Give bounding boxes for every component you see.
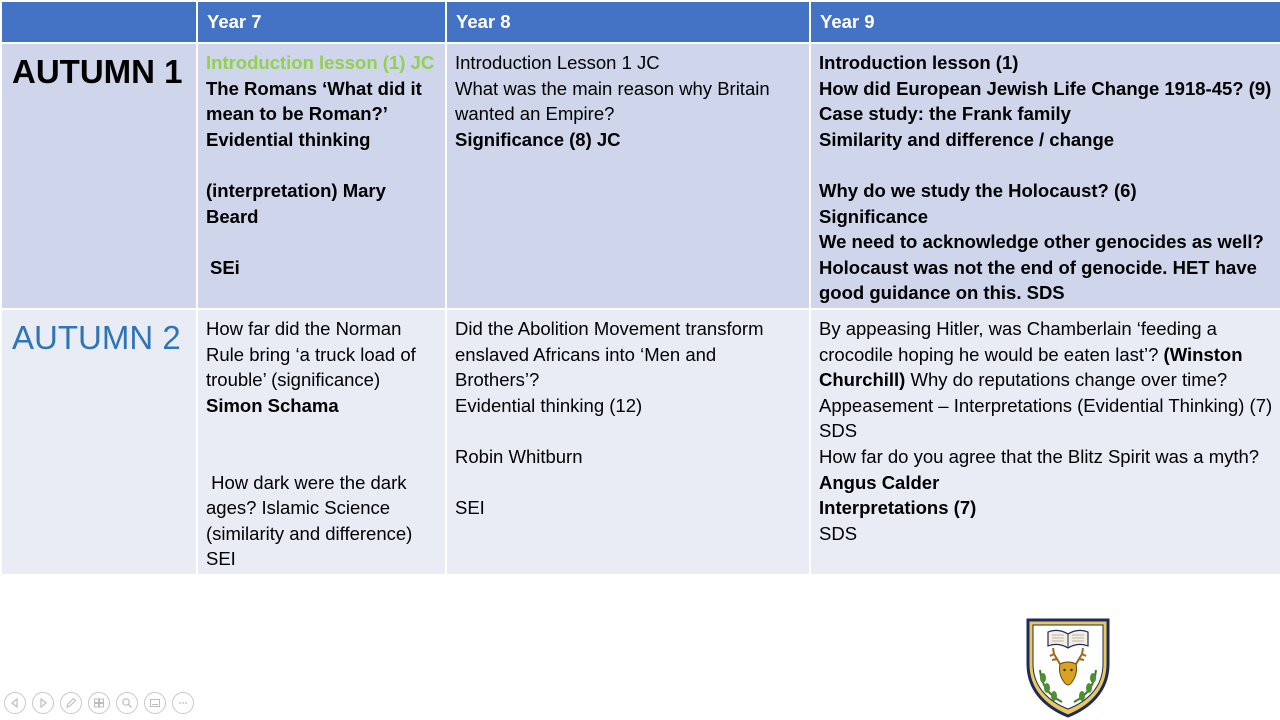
lesson-text: Appeasement – Interpretations (Evidential Thinking) (7) <box>819 394 1273 416</box>
cell-autumn1-year9 <box>810 43 1280 309</box>
lesson-text <box>819 444 1274 495</box>
table-row-autumn1 <box>1 43 1280 309</box>
more-icon[interactable] <box>172 692 194 714</box>
lesson-text: Introduction lesson (1) <box>819 52 1019 73</box>
lesson-source: Angus Calder <box>819 471 940 493</box>
lesson-text: (interpretation) Mary Beard <box>206 179 386 227</box>
next-icon[interactable] <box>32 692 54 714</box>
teacher-initials: SDS <box>819 420 858 442</box>
cell-autumn2-year9 <box>810 309 1280 575</box>
lesson-text: Why do we study the Holocaust? (6) <box>819 179 1137 201</box>
lesson-text: Similarity and difference / change <box>819 128 1115 150</box>
cell-autumn2-year8 <box>446 309 810 575</box>
teacher-initials: SEi <box>210 256 240 278</box>
lesson-text: How far did the Norman Rule bring ‘a truck load of trouble’ (significance) <box>206 318 416 391</box>
header-year7: Year 7 <box>197 1 446 43</box>
lesson-text: Significance (8) JC <box>455 128 621 150</box>
lesson-text: What was the main reason why Britain wanted an Empire? <box>455 77 770 125</box>
lesson-question: How far do you agree that the Blitz Spirit was a myth? <box>819 445 1260 467</box>
cell-autumn1-year8 <box>446 43 810 309</box>
intro-lesson: Introduction lesson (1) JC <box>206 52 435 73</box>
lesson-text: How did European Jewish Life Change 1918-45? (9) <box>819 77 1272 99</box>
lesson-text: Introduction Lesson 1 JC <box>455 52 660 73</box>
school-crest-icon <box>1026 618 1110 718</box>
lesson-text: Significance <box>819 205 928 227</box>
table-row-autumn2 <box>1 309 1280 575</box>
subtitles-icon[interactable] <box>144 692 166 714</box>
term-cell-autumn1 <box>1 43 197 309</box>
lesson-text: Interpretations (7) <box>819 497 977 519</box>
lesson-text: Robin Whitburn <box>455 445 583 467</box>
slides-icon[interactable] <box>88 692 110 714</box>
lesson-text <box>819 316 1274 393</box>
lesson-text: Holocaust was not the end of genocide. HET have good guidance on this. SDS <box>819 256 1257 304</box>
lesson-text: Evidential thinking (12) <box>455 394 643 416</box>
header-corner <box>1 1 197 43</box>
lesson-text: Simon Schama <box>206 394 339 416</box>
previous-icon[interactable] <box>4 692 26 714</box>
teacher-initials: SEI <box>206 548 236 570</box>
lesson-text: Did the Abolition Movement transform enslaved Africans into ‘Men and Brothers’? <box>455 318 764 391</box>
lesson-question: By appeasing Hitler, was Chamberlain ‘feeding a crocodile hoping he would be eaten last’? <box>819 318 1217 365</box>
lesson-text: The Romans ‘What did it mean to be Roman?’ <box>206 77 422 125</box>
zoom-icon[interactable] <box>116 692 138 714</box>
lesson-text: We need to acknowledge other genocides as well? <box>819 231 1264 253</box>
teacher-initials: SEI <box>455 497 485 519</box>
lesson-text: Case study: the Frank family <box>819 103 1071 125</box>
header-row <box>1 1 1280 43</box>
term-label: AUTUMN 2 <box>12 319 181 356</box>
teacher-initials: SDS <box>819 522 858 544</box>
term-label: AUTUMN 1 <box>12 53 183 90</box>
header-year8: Year 8 <box>446 1 810 43</box>
cell-autumn1-year7 <box>197 43 446 309</box>
pen-icon[interactable] <box>60 692 82 714</box>
lesson-text: How dark were the dark ages? Islamic Science (similarity and difference) <box>206 471 413 544</box>
lesson-source: (Winston Churchill) <box>819 343 1243 391</box>
lesson-question: Why do reputations change over time? <box>905 369 1228 391</box>
term-cell-autumn2 <box>1 309 197 575</box>
lesson-text: Evidential thinking <box>206 128 371 150</box>
cell-autumn2-year7 <box>197 309 446 575</box>
header-year9: Year 9 <box>810 1 1280 43</box>
slideshow-controls <box>4 692 194 714</box>
